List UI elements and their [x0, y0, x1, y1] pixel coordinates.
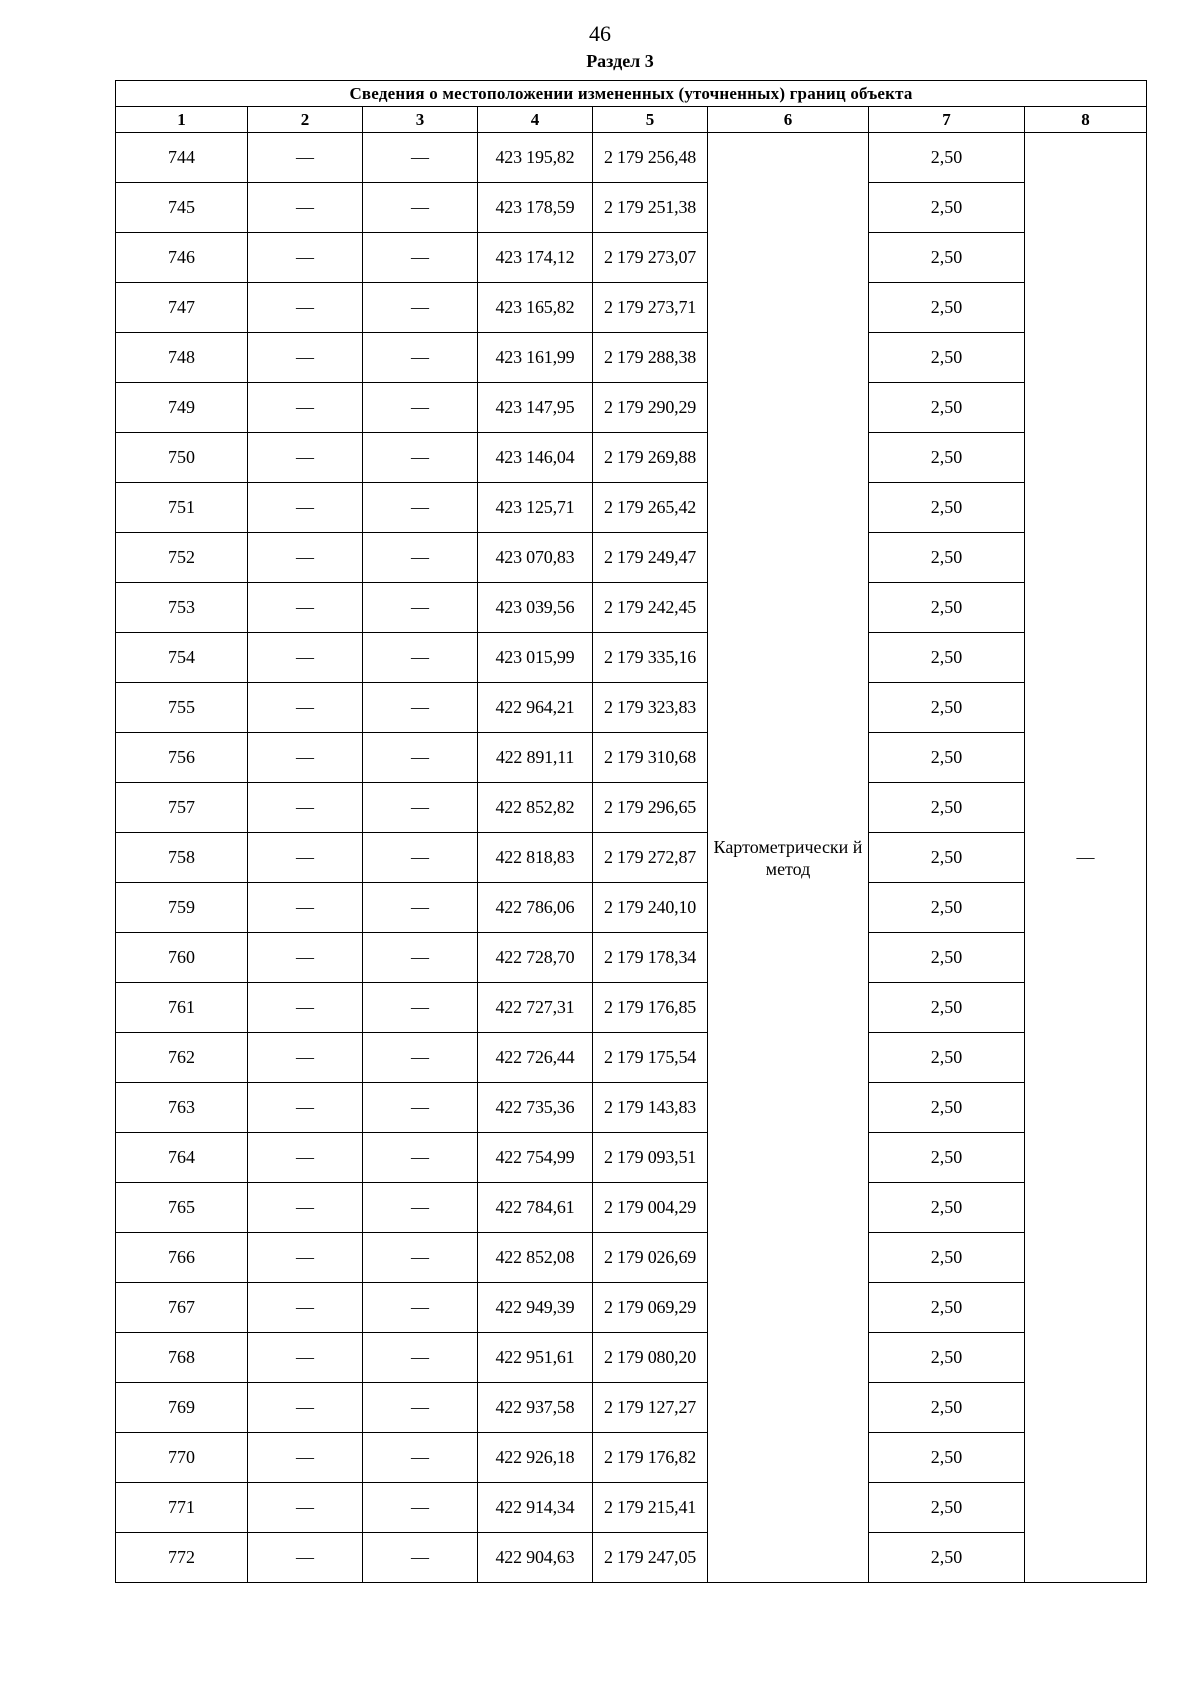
table-body: [116, 81, 1147, 1583]
table-title-row: [116, 81, 1147, 107]
dash-cell: —: [248, 633, 363, 683]
precision-cell: 2,50: [869, 1433, 1025, 1483]
x-coordinate-cell: 422 914,34: [478, 1483, 593, 1533]
dash-cell: —: [248, 683, 363, 733]
x-coordinate-cell: 422 786,06: [478, 883, 593, 933]
dash-cell: —: [248, 1283, 363, 1333]
point-number-cell: 751: [116, 483, 248, 533]
dash-cell: —: [248, 1183, 363, 1233]
column-number: 1: [116, 107, 248, 133]
point-number-cell: 768: [116, 1333, 248, 1383]
y-coordinate-cell: 2 179 323,83: [593, 683, 708, 733]
dash-cell: —: [248, 1333, 363, 1383]
table-row: [116, 1483, 1147, 1533]
table-title: Сведения о местоположении измененных (уточненных) границ объекта: [116, 81, 1147, 107]
y-coordinate-cell: 2 179 273,07: [593, 233, 708, 283]
table-row: [116, 733, 1147, 783]
x-coordinate-cell: 422 951,61: [478, 1333, 593, 1383]
table-row: [116, 433, 1147, 483]
table-row: [116, 1283, 1147, 1333]
dash-cell: —: [363, 533, 478, 583]
precision-cell: 2,50: [869, 233, 1025, 283]
point-number-cell: 744: [116, 133, 248, 183]
x-coordinate-cell: 423 015,99: [478, 633, 593, 683]
table-row: [116, 683, 1147, 733]
point-number-cell: 747: [116, 283, 248, 333]
precision-cell: 2,50: [869, 583, 1025, 633]
dash-cell: —: [363, 1133, 478, 1183]
dash-cell: —: [248, 283, 363, 333]
x-coordinate-cell: 422 926,18: [478, 1433, 593, 1483]
table-row: [116, 1433, 1147, 1483]
dash-cell: —: [363, 883, 478, 933]
dash-cell: —: [363, 1383, 478, 1433]
dash-cell: —: [363, 1033, 478, 1083]
y-coordinate-cell: 2 179 296,65: [593, 783, 708, 833]
section-title: Раздел 3: [586, 51, 654, 71]
dash-cell: —: [363, 933, 478, 983]
table-row: [116, 133, 1147, 183]
dash-cell: —: [248, 1383, 363, 1433]
dash-cell: —: [248, 1433, 363, 1483]
page-number: 46: [589, 21, 611, 46]
dash-cell: —: [363, 1483, 478, 1533]
table-row: [116, 883, 1147, 933]
dash-cell: —: [363, 233, 478, 283]
y-coordinate-cell: 2 179 178,34: [593, 933, 708, 983]
dash-cell: —: [248, 1033, 363, 1083]
point-number-cell: 759: [116, 883, 248, 933]
dash-cell: —: [248, 583, 363, 633]
x-coordinate-cell: 422 727,31: [478, 983, 593, 1033]
precision-cell: 2,50: [869, 183, 1025, 233]
y-coordinate-cell: 2 179 004,29: [593, 1183, 708, 1233]
dash-cell: —: [363, 433, 478, 483]
table-row: [116, 633, 1147, 683]
x-coordinate-cell: 422 726,44: [478, 1033, 593, 1083]
table-row: [116, 783, 1147, 833]
precision-cell: 2,50: [869, 283, 1025, 333]
dash-cell: —: [363, 783, 478, 833]
table-row: [116, 283, 1147, 333]
y-coordinate-cell: 2 179 310,68: [593, 733, 708, 783]
table-row: [116, 1533, 1147, 1583]
precision-cell: 2,50: [869, 1383, 1025, 1433]
table-row: [116, 183, 1147, 233]
dash-cell: —: [363, 833, 478, 883]
point-number-cell: 772: [116, 1533, 248, 1583]
x-coordinate-cell: 422 754,99: [478, 1133, 593, 1183]
column-number: 8: [1025, 107, 1147, 133]
column-number: 3: [363, 107, 478, 133]
table-row: [116, 483, 1147, 533]
point-number-cell: 746: [116, 233, 248, 283]
x-coordinate-cell: 423 161,99: [478, 333, 593, 383]
y-coordinate-cell: 2 179 249,47: [593, 533, 708, 583]
dash-cell: —: [248, 983, 363, 1033]
column-number: 7: [869, 107, 1025, 133]
x-coordinate-cell: 422 852,08: [478, 1233, 593, 1283]
y-coordinate-cell: 2 179 069,29: [593, 1283, 708, 1333]
dash-cell: —: [363, 383, 478, 433]
x-coordinate-cell: 423 070,83: [478, 533, 593, 583]
table-row: [116, 1033, 1147, 1083]
x-coordinate-cell: 422 937,58: [478, 1383, 593, 1433]
precision-cell: 2,50: [869, 333, 1025, 383]
x-coordinate-cell: 423 147,95: [478, 383, 593, 433]
point-number-cell: 753: [116, 583, 248, 633]
y-coordinate-cell: 2 179 175,54: [593, 1033, 708, 1083]
y-coordinate-cell: 2 179 265,42: [593, 483, 708, 533]
point-number-cell: 762: [116, 1033, 248, 1083]
method-cell: Картометрически й метод: [708, 133, 869, 1583]
point-number-cell: 755: [116, 683, 248, 733]
dash-cell: —: [248, 1133, 363, 1183]
precision-cell: 2,50: [869, 1283, 1025, 1333]
y-coordinate-cell: 2 179 215,41: [593, 1483, 708, 1533]
dash-cell: —: [248, 233, 363, 283]
y-coordinate-cell: 2 179 290,29: [593, 383, 708, 433]
dash-cell: —: [248, 333, 363, 383]
point-number-cell: 769: [116, 1383, 248, 1433]
column-number: 4: [478, 107, 593, 133]
y-coordinate-cell: 2 179 127,27: [593, 1383, 708, 1433]
precision-cell: 2,50: [869, 383, 1025, 433]
column-number: 2: [248, 107, 363, 133]
point-number-cell: 758: [116, 833, 248, 883]
point-number-cell: 761: [116, 983, 248, 1033]
point-number-cell: 754: [116, 633, 248, 683]
x-coordinate-cell: 422 728,70: [478, 933, 593, 983]
y-coordinate-cell: 2 179 273,71: [593, 283, 708, 333]
dash-cell: —: [248, 833, 363, 883]
x-coordinate-cell: 423 178,59: [478, 183, 593, 233]
dash-cell: —: [248, 933, 363, 983]
table-row: [116, 833, 1147, 883]
table-row: [116, 1083, 1147, 1133]
point-number-cell: 766: [116, 1233, 248, 1283]
dash-cell: —: [363, 1533, 478, 1583]
y-coordinate-cell: 2 179 176,85: [593, 983, 708, 1033]
precision-cell: 2,50: [869, 1033, 1025, 1083]
dash-cell: —: [248, 883, 363, 933]
point-number-cell: 750: [116, 433, 248, 483]
dash-cell: —: [363, 133, 478, 183]
x-coordinate-cell: 423 195,82: [478, 133, 593, 183]
precision-cell: 2,50: [869, 133, 1025, 183]
precision-cell: 2,50: [869, 433, 1025, 483]
x-coordinate-cell: 422 818,83: [478, 833, 593, 883]
dash-cell: —: [363, 733, 478, 783]
x-coordinate-cell: 422 964,21: [478, 683, 593, 733]
dash-cell: —: [363, 1083, 478, 1133]
column-number: 5: [593, 107, 708, 133]
table-row: [116, 1233, 1147, 1283]
dash-cell: —: [248, 383, 363, 433]
dash-cell: —: [248, 1483, 363, 1533]
precision-cell: 2,50: [869, 683, 1025, 733]
dash-cell: —: [363, 1433, 478, 1483]
y-coordinate-cell: 2 179 288,38: [593, 333, 708, 383]
y-coordinate-cell: 2 179 272,87: [593, 833, 708, 883]
column-8-cell: —: [1025, 133, 1147, 1583]
dash-cell: —: [248, 733, 363, 783]
point-number-cell: 764: [116, 1133, 248, 1183]
precision-cell: 2,50: [869, 783, 1025, 833]
y-coordinate-cell: 2 179 143,83: [593, 1083, 708, 1133]
point-number-cell: 763: [116, 1083, 248, 1133]
precision-cell: 2,50: [869, 633, 1025, 683]
precision-cell: 2,50: [869, 1533, 1025, 1583]
dash-cell: —: [248, 1083, 363, 1133]
table-row: [116, 533, 1147, 583]
dash-cell: —: [363, 1183, 478, 1233]
precision-cell: 2,50: [869, 1483, 1025, 1533]
precision-cell: 2,50: [869, 533, 1025, 583]
x-coordinate-cell: 423 165,82: [478, 283, 593, 333]
y-coordinate-cell: 2 179 093,51: [593, 1133, 708, 1183]
y-coordinate-cell: 2 179 247,05: [593, 1533, 708, 1583]
table-row: [116, 1133, 1147, 1183]
y-coordinate-cell: 2 179 335,16: [593, 633, 708, 683]
x-coordinate-cell: 422 949,39: [478, 1283, 593, 1333]
dash-cell: —: [248, 133, 363, 183]
dash-cell: —: [363, 633, 478, 683]
precision-cell: 2,50: [869, 1233, 1025, 1283]
table-row: [116, 383, 1147, 433]
dash-cell: —: [363, 683, 478, 733]
x-coordinate-cell: 422 852,82: [478, 783, 593, 833]
boundary-coordinates-table: [115, 80, 1147, 1583]
table-row: [116, 583, 1147, 633]
dash-cell: —: [363, 333, 478, 383]
x-coordinate-cell: 423 146,04: [478, 433, 593, 483]
table-row: [116, 233, 1147, 283]
y-coordinate-cell: 2 179 176,82: [593, 1433, 708, 1483]
precision-cell: 2,50: [869, 483, 1025, 533]
point-number-cell: 765: [116, 1183, 248, 1233]
precision-cell: 2,50: [869, 733, 1025, 783]
y-coordinate-cell: 2 179 242,45: [593, 583, 708, 633]
column-number: 6: [708, 107, 869, 133]
point-number-cell: 767: [116, 1283, 248, 1333]
point-number-cell: 757: [116, 783, 248, 833]
point-number-cell: 760: [116, 933, 248, 983]
x-coordinate-cell: 423 174,12: [478, 233, 593, 283]
dash-cell: —: [363, 483, 478, 533]
dash-cell: —: [248, 483, 363, 533]
dash-cell: —: [363, 1333, 478, 1383]
y-coordinate-cell: 2 179 080,20: [593, 1333, 708, 1383]
precision-cell: 2,50: [869, 1333, 1025, 1383]
column-number-row: [116, 107, 1147, 133]
x-coordinate-cell: 422 891,11: [478, 733, 593, 783]
table-row: [116, 1333, 1147, 1383]
dash-cell: —: [363, 1283, 478, 1333]
point-number-cell: 748: [116, 333, 248, 383]
dash-cell: —: [363, 983, 478, 1033]
point-number-cell: 745: [116, 183, 248, 233]
precision-cell: 2,50: [869, 933, 1025, 983]
x-coordinate-cell: 422 735,36: [478, 1083, 593, 1133]
dash-cell: —: [248, 183, 363, 233]
y-coordinate-cell: 2 179 026,69: [593, 1233, 708, 1283]
dash-cell: —: [363, 583, 478, 633]
y-coordinate-cell: 2 179 256,48: [593, 133, 708, 183]
dash-cell: —: [363, 183, 478, 233]
table-row: [116, 1383, 1147, 1433]
point-number-cell: 756: [116, 733, 248, 783]
dash-cell: —: [248, 783, 363, 833]
dash-cell: —: [248, 1533, 363, 1583]
x-coordinate-cell: 423 125,71: [478, 483, 593, 533]
table-row: [116, 333, 1147, 383]
precision-cell: 2,50: [869, 1133, 1025, 1183]
y-coordinate-cell: 2 179 269,88: [593, 433, 708, 483]
table-row: [116, 983, 1147, 1033]
y-coordinate-cell: 2 179 240,10: [593, 883, 708, 933]
x-coordinate-cell: 422 904,63: [478, 1533, 593, 1583]
x-coordinate-cell: 422 784,61: [478, 1183, 593, 1233]
y-coordinate-cell: 2 179 251,38: [593, 183, 708, 233]
precision-cell: 2,50: [869, 883, 1025, 933]
precision-cell: 2,50: [869, 1183, 1025, 1233]
precision-cell: 2,50: [869, 983, 1025, 1033]
dash-cell: —: [248, 1233, 363, 1283]
point-number-cell: 749: [116, 383, 248, 433]
precision-cell: 2,50: [869, 1083, 1025, 1133]
point-number-cell: 752: [116, 533, 248, 583]
table-row: [116, 933, 1147, 983]
dash-cell: —: [363, 283, 478, 333]
dash-cell: —: [363, 1233, 478, 1283]
dash-cell: —: [248, 533, 363, 583]
dash-cell: —: [248, 433, 363, 483]
x-coordinate-cell: 423 039,56: [478, 583, 593, 633]
table-row: [116, 1183, 1147, 1233]
precision-cell: 2,50: [869, 833, 1025, 883]
point-number-cell: 770: [116, 1433, 248, 1483]
point-number-cell: 771: [116, 1483, 248, 1533]
